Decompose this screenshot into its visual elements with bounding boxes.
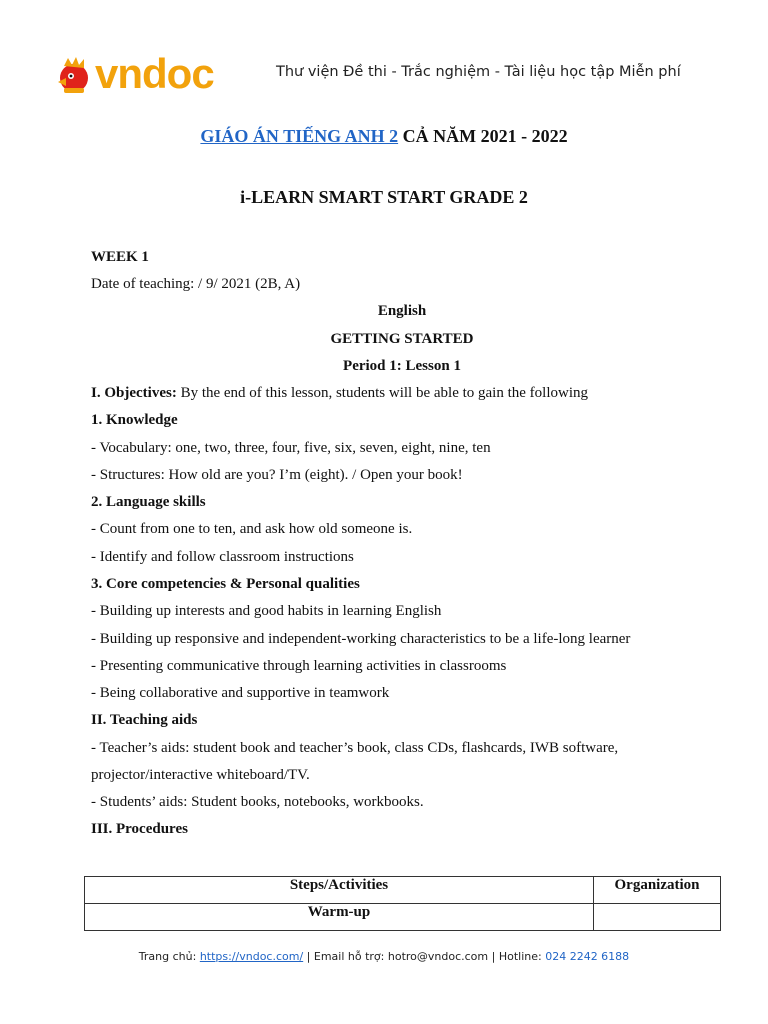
page-header (0, 0, 768, 110)
competency-item: - Building up interests and good habits in learning English (91, 603, 442, 619)
footer-email: | Email hỗ trợ: hotro@vndoc.com | Hotline: (303, 950, 546, 963)
footer-home-link[interactable]: https://vndoc.com/ (199, 950, 304, 963)
knowledge-heading: 1. Knowledge (91, 412, 178, 428)
competency-item: - Presenting communicative through learning activities in classrooms (91, 658, 507, 674)
student-aids-line: - Students’ aids: Student books, notebooks, workbooks. (91, 794, 424, 810)
table-header-row (85, 877, 721, 904)
rooster-mascot-icon (54, 56, 98, 96)
footer-home-label: Trang chủ: (138, 950, 200, 963)
cell-warm-up: Warm-up (85, 904, 594, 931)
page-footer (0, 950, 768, 963)
document-title (0, 126, 768, 147)
procedures-table (84, 876, 721, 931)
date-of-teaching: Date of teaching: / 9/ 2021 (2B, A) (91, 276, 301, 292)
objectives-line (91, 385, 588, 402)
document-subtitle: i-LEARN SMART START GRADE 2 (240, 187, 528, 207)
header-tagline: Thư viện Đề thi - Trắc nghiệm - Tài liệu học tập Miễn phí (276, 64, 681, 80)
title-year: CẢ NĂM 2021 - 2022 (398, 126, 568, 146)
teacher-aids-line-2: projector/interactive whiteboard/TV. (91, 767, 310, 783)
logo-wordmark: vndoc (95, 50, 214, 97)
vndoc-logo[interactable] (54, 50, 226, 97)
period-label: Period 1: Lesson 1 (343, 358, 461, 374)
vocabulary-line: - Vocabulary: one, two, three, four, five, six, seven, eight, nine, ten (91, 440, 491, 456)
table-row (85, 904, 721, 931)
objectives-label: I. Objectives: (91, 385, 177, 401)
header-cell-steps: Steps/Activities (85, 877, 594, 904)
skill-item: - Count from one to ten, and ask how old someone is. (91, 521, 413, 537)
aids-heading: II. Teaching aids (91, 712, 198, 728)
footer-hotline: 024 2242 6188 (545, 950, 630, 963)
skill-item: - Identify and follow classroom instructions (91, 549, 354, 565)
title-link[interactable]: GIÁO ÁN TIẾNG ANH 2 (200, 126, 399, 146)
skills-heading: 2. Language skills (91, 494, 206, 510)
competencies-heading: 3. Core competencies & Personal qualities (91, 576, 360, 592)
subject-label: English (377, 303, 427, 319)
cell-empty (594, 904, 721, 931)
week-label: WEEK 1 (91, 249, 149, 265)
teacher-aids-line: - Teacher’s aids: student book and teacher’s book, class CDs, flashcards, IWB software, (91, 740, 619, 756)
unit-label: GETTING STARTED (330, 331, 474, 347)
competency-item: - Being collaborative and supportive in teamwork (91, 685, 390, 701)
structures-line: - Structures: How old are you? I’m (eight). / Open your book! (91, 467, 463, 483)
procedures-heading: III. Procedures (91, 821, 188, 837)
header-cell-organization: Organization (594, 877, 721, 904)
competency-item: - Building up responsive and independent-working characteristics to be a life-long learner (91, 631, 631, 647)
objectives-text: By the end of this lesson, students will be able to gain the following (176, 385, 589, 401)
